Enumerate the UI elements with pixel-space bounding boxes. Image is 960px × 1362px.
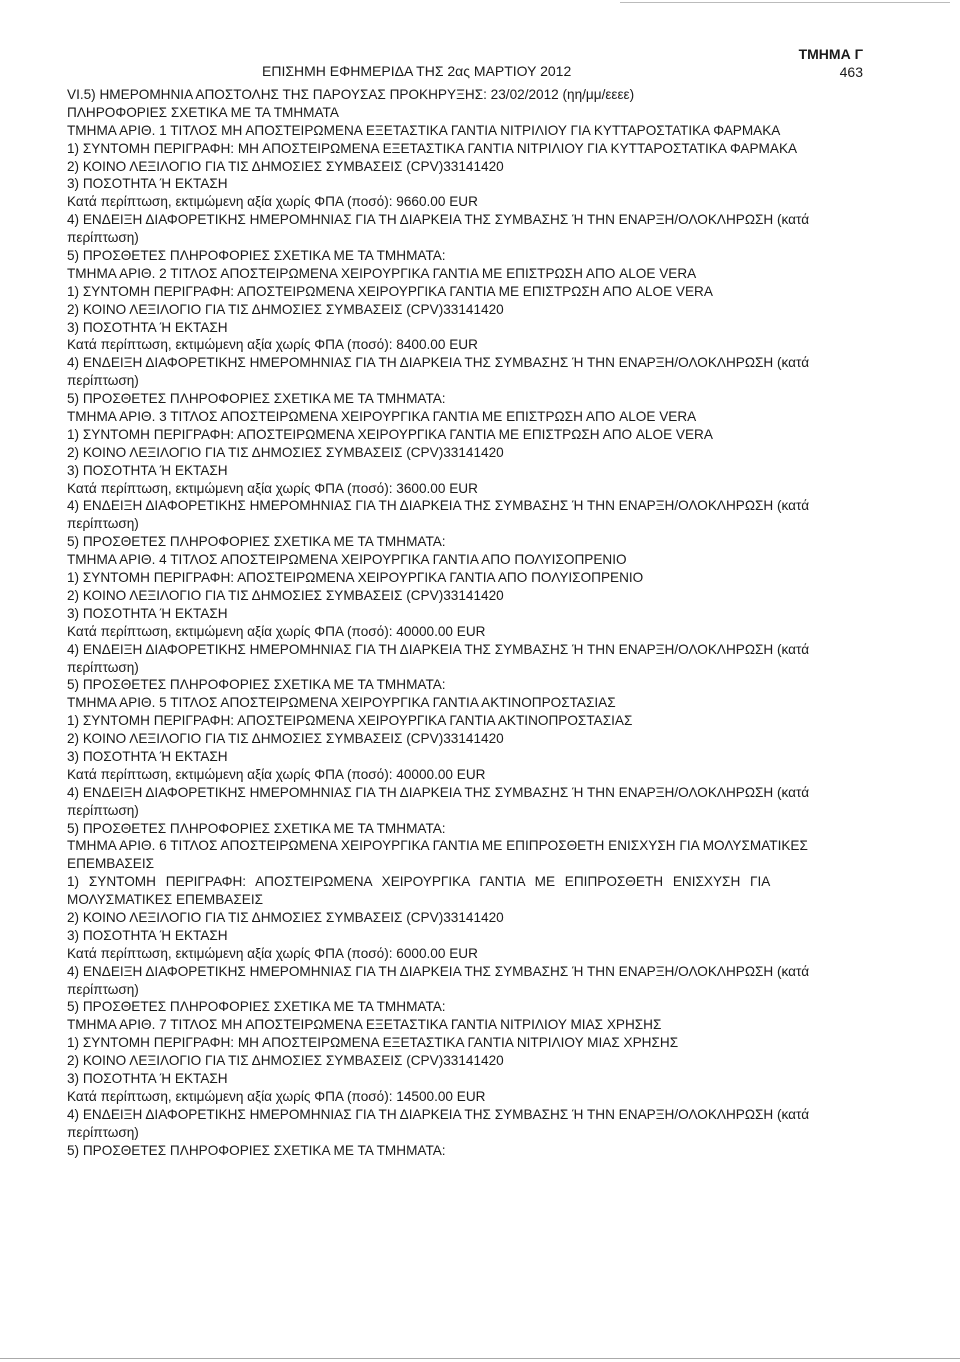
lot-description: 1) ΣΥΝΤΟΜΗ ΠΕΡΙΓΡΑΦΗ: ΜΗ ΑΠΟΣΤΕΙΡΩΜΕΝΑ ΕΞΕΤΑΣΤΙΚΑ ΓΑΝΤΙΑ ΝΙΤΡΙΛΙΟΥ ΜΙΑΣ ΧΡΗΣΗΣ	[67, 1035, 679, 1051]
lot-duration-cont: περίπτωση)	[67, 373, 139, 389]
lot-description-cont: ΜΟΛΥΣΜΑΤΙΚΕΣ ΕΠΕΜΒΑΣΕΙΣ	[67, 892, 264, 908]
lot-quantity: 3) ΠΟΣΟΤΗΤΑ Ή ΕΚΤΑΣΗ	[67, 748, 228, 764]
page-number: 463	[839, 64, 863, 80]
lot-cpv: 2) ΚΟΙΝΟ ΛΕΞΙΛΟΓΙΟ ΓΙΑ ΤΙΣ ΔΗΜΟΣΙΕΣ ΣΥΜΒΑΣΕΙΣ (CPV)33141420	[67, 1053, 504, 1069]
lot-duration-cont: περίπτωση)	[67, 230, 139, 246]
lot-1	[67, 122, 862, 265]
section-label: ΤΜΗΜΑ Γ	[798, 46, 863, 62]
lot-duration-cont: περίπτωση)	[67, 516, 139, 532]
lot-description: 1) ΣΥΝΤΟΜΗ ΠΕΡΙΓΡΑΦΗ: ΑΠΟΣΤΕΙΡΩΜΕΝΑ ΧΕΙΡΟΥΡΓΙΚΑ ΓΑΝΤΙΑ ΜΕ ΕΠΙΠΡΟΣΘΕΤΗ ΕΝΙΣΧΥΣΗ ΓΙΑ	[67, 874, 771, 890]
lot-description: 1) ΣΥΝΤΟΜΗ ΠΕΡΙΓΡΑΦΗ: ΜΗ ΑΠΟΣΤΕΙΡΩΜΕΝΑ ΕΞΕΤΑΣΤΙΚΑ ΓΑΝΤΙΑ ΝΙΤΡΙΛΙΟΥ ΓΙΑ ΚΥΤΤΑΡΟΣΤΑΤΙΚΑ ΦΑΡΜΑΚΑ	[67, 140, 798, 156]
lot-additional-info: 5) ΠΡΟΣΘΕΤΕΣ ΠΛΗΡΟΦΟΡΙΕΣ ΣΧΕΤΙΚΑ ΜΕ ΤΑ ΤΜΗΜΑΤΑ:	[67, 391, 446, 407]
page-header	[0, 0, 960, 90]
lot-title: ΤΜΗΜΑ ΑΡΙΘ. 1 ΤΙΤΛΟΣ ΜΗ ΑΠΟΣΤΕΙΡΩΜΕΝΑ ΕΞΕΤΑΣΤΙΚΑ ΓΑΝΤΙΑ ΝΙΤΡΙΛΙΟΥ ΓΙΑ ΚΥΤΤΑΡΟΣΤΑΤΙΚΑ ΦΑΡΜΑΚΑ	[67, 122, 781, 138]
lot-description: 1) ΣΥΝΤΟΜΗ ΠΕΡΙΓΡΑΦΗ: ΑΠΟΣΤΕΙΡΩΜΕΝΑ ΧΕΙΡΟΥΡΓΙΚΑ ΓΑΝΤΙΑ ΑΚΤΙΝΟΠΡΟΣΤΑΣΙΑΣ	[67, 713, 633, 729]
lot-3	[67, 408, 862, 551]
lot-title-cont: ΕΠΕΜΒΑΣΕΙΣ	[67, 856, 155, 872]
lot-4	[67, 551, 862, 694]
lot-duration: 4) ΕΝΔΕΙΞΗ ΔΙΑΦΟΡΕΤΙΚΗΣ ΗΜΕΡΟΜΗΝΙΑΣ ΓΙΑ ΤΗ ΔΙΑΡΚΕΙΑ ΤΗΣ ΣΥΜΒΑΣΗΣ Ή ΤΗΝ ΕΝΑΡΞΗ/ΟΛΟΚΛΗΡΩΣΗ (κατά	[67, 355, 810, 371]
lot-description: 1) ΣΥΝΤΟΜΗ ΠΕΡΙΓΡΑΦΗ: ΑΠΟΣΤΕΙΡΩΜΕΝΑ ΧΕΙΡΟΥΡΓΙΚΑ ΓΑΝΤΙΑ ΜΕ ΕΠΙΣΤΡΩΣΗ ΑΠΟ ALOE VERA	[67, 426, 713, 442]
lot-value: Κατά περίπτωση, εκτιμώμενη αξία χωρίς ΦΠΑ (ποσό): 6000.00 EUR	[67, 945, 478, 961]
lot-duration: 4) ΕΝΔΕΙΞΗ ΔΙΑΦΟΡΕΤΙΚΗΣ ΗΜΕΡΟΜΗΝΙΑΣ ΓΙΑ ΤΗ ΔΙΑΡΚΕΙΑ ΤΗΣ ΣΥΜΒΑΣΗΣ Ή ΤΗΝ ΕΝΑΡΞΗ/ΟΛΟΚΛΗΡΩΣΗ (κατά	[67, 963, 810, 979]
lot-cpv: 2) ΚΟΙΝΟ ΛΕΞΙΛΟΓΙΟ ΓΙΑ ΤΙΣ ΔΗΜΟΣΙΕΣ ΣΥΜΒΑΣΕΙΣ (CPV)33141420	[67, 158, 504, 174]
lot-cpv: 2) ΚΟΙΝΟ ΛΕΞΙΛΟΓΙΟ ΓΙΑ ΤΙΣ ΔΗΜΟΣΙΕΣ ΣΥΜΒΑΣΕΙΣ (CPV)33141420	[67, 444, 504, 460]
lot-title: ΤΜΗΜΑ ΑΡΙΘ. 6 ΤΙΤΛΟΣ ΑΠΟΣΤΕΙΡΩΜΕΝΑ ΧΕΙΡΟΥΡΓΙΚΑ ΓΑΝΤΙΑ ΜΕ ΕΠΙΠΡΟΣΘΕΤΗ ΕΝΙΣΧΥΣΗ ΓΙΑ ΜΟΛΥΣΜΑΤΙΚΕΣ	[67, 838, 808, 854]
lot-additional-info: 5) ΠΡΟΣΘΕΤΕΣ ΠΛΗΡΟΦΟΡΙΕΣ ΣΧΕΤΙΚΑ ΜΕ ΤΑ ΤΜΗΜΑΤΑ:	[67, 534, 446, 550]
lot-2	[67, 265, 862, 408]
lot-value: Κατά περίπτωση, εκτιμώμενη αξία χωρίς ΦΠΑ (ποσό): 40000.00 EUR	[67, 623, 486, 639]
lot-duration: 4) ΕΝΔΕΙΞΗ ΔΙΑΦΟΡΕΤΙΚΗΣ ΗΜΕΡΟΜΗΝΙΑΣ ΓΙΑ ΤΗ ΔΙΑΡΚΕΙΑ ΤΗΣ ΣΥΜΒΑΣΗΣ Ή ΤΗΝ ΕΝΑΡΞΗ/ΟΛΟΚΛΗΡΩΣΗ (κατά	[67, 212, 810, 228]
lot-quantity: 3) ΠΟΣΟΤΗΤΑ Ή ΕΚΤΑΣΗ	[67, 605, 228, 621]
lot-value: Κατά περίπτωση, εκτιμώμενη αξία χωρίς ΦΠΑ (ποσό): 8400.00 EUR	[67, 337, 478, 353]
lot-title: ΤΜΗΜΑ ΑΡΙΘ. 5 ΤΙΤΛΟΣ ΑΠΟΣΤΕΙΡΩΜΕΝΑ ΧΕΙΡΟΥΡΓΙΚΑ ΓΑΝΤΙΑ ΑΚΤΙΝΟΠΡΟΣΤΑΣΙΑΣ	[67, 695, 616, 711]
lot-title: ΤΜΗΜΑ ΑΡΙΘ. 7 ΤΙΤΛΟΣ ΜΗ ΑΠΟΣΤΕΙΡΩΜΕΝΑ ΕΞΕΤΑΣΤΙΚΑ ΓΑΝΤΙΑ ΝΙΤΡΙΛΙΟΥ ΜΙΑΣ ΧΡΗΣΗΣ	[67, 1017, 662, 1033]
lot-additional-info: 5) ΠΡΟΣΘΕΤΕΣ ΠΛΗΡΟΦΟΡΙΕΣ ΣΧΕΤΙΚΑ ΜΕ ΤΑ ΤΜΗΜΑΤΑ:	[67, 248, 446, 264]
lot-cpv: 2) ΚΟΙΝΟ ΛΕΞΙΛΟΓΙΟ ΓΙΑ ΤΙΣ ΔΗΜΟΣΙΕΣ ΣΥΜΒΑΣΕΙΣ (CPV)33141420	[67, 909, 504, 925]
bottom-scan-rule	[0, 1358, 960, 1359]
lot-5	[67, 694, 862, 837]
lot-title: ΤΜΗΜΑ ΑΡΙΘ. 3 ΤΙΤΛΟΣ ΑΠΟΣΤΕΙΡΩΜΕΝΑ ΧΕΙΡΟΥΡΓΙΚΑ ΓΑΝΤΙΑ ΜΕ ΕΠΙΣΤΡΩΣΗ ΑΠΟ ALOE VERA	[67, 409, 697, 425]
lot-duration-cont: περίπτωση)	[67, 659, 139, 675]
lot-cpv: 2) ΚΟΙΝΟ ΛΕΞΙΛΟΓΙΟ ΓΙΑ ΤΙΣ ΔΗΜΟΣΙΕΣ ΣΥΜΒΑΣΕΙΣ (CPV)33141420	[67, 731, 504, 747]
document-body	[67, 86, 862, 1159]
lot-quantity: 3) ΠΟΣΟΤΗΤΑ Ή ΕΚΤΑΣΗ	[67, 462, 228, 478]
lot-duration-cont: περίπτωση)	[67, 802, 139, 818]
lot-cpv: 2) ΚΟΙΝΟ ΛΕΞΙΛΟΓΙΟ ΓΙΑ ΤΙΣ ΔΗΜΟΣΙΕΣ ΣΥΜΒΑΣΕΙΣ (CPV)33141420	[67, 587, 504, 603]
lot-value: Κατά περίπτωση, εκτιμώμενη αξία χωρίς ΦΠΑ (ποσό): 14500.00 EUR	[67, 1088, 486, 1104]
lot-value: Κατά περίπτωση, εκτιμώμενη αξία χωρίς ΦΠΑ (ποσό): 9660.00 EUR	[67, 194, 478, 210]
lot-duration: 4) ΕΝΔΕΙΞΗ ΔΙΑΦΟΡΕΤΙΚΗΣ ΗΜΕΡΟΜΗΝΙΑΣ ΓΙΑ ΤΗ ΔΙΑΡΚΕΙΑ ΤΗΣ ΣΥΜΒΑΣΗΣ Ή ΤΗΝ ΕΝΑΡΞΗ/ΟΛΟΚΛΗΡΩΣΗ (κατά	[67, 641, 810, 657]
lot-duration: 4) ΕΝΔΕΙΞΗ ΔΙΑΦΟΡΕΤΙΚΗΣ ΗΜΕΡΟΜΗΝΙΑΣ ΓΙΑ ΤΗ ΔΙΑΡΚΕΙΑ ΤΗΣ ΣΥΜΒΑΣΗΣ Ή ΤΗΝ ΕΝΑΡΞΗ/ΟΛΟΚΛΗΡΩΣΗ (κατά	[67, 1106, 810, 1122]
lot-cpv: 2) ΚΟΙΝΟ ΛΕΞΙΛΟΓΙΟ ΓΙΑ ΤΙΣ ΔΗΜΟΣΙΕΣ ΣΥΜΒΑΣΕΙΣ (CPV)33141420	[67, 301, 504, 317]
lot-duration: 4) ΕΝΔΕΙΞΗ ΔΙΑΦΟΡΕΤΙΚΗΣ ΗΜΕΡΟΜΗΝΙΑΣ ΓΙΑ ΤΗ ΔΙΑΡΚΕΙΑ ΤΗΣ ΣΥΜΒΑΣΗΣ Ή ΤΗΝ ΕΝΑΡΞΗ/ΟΛΟΚΛΗΡΩΣΗ (κατά	[67, 784, 810, 800]
lot-title: ΤΜΗΜΑ ΑΡΙΘ. 2 ΤΙΤΛΟΣ ΑΠΟΣΤΕΙΡΩΜΕΝΑ ΧΕΙΡΟΥΡΓΙΚΑ ΓΑΝΤΙΑ ΜΕ ΕΠΙΣΤΡΩΣΗ ΑΠΟ ALOE VERA	[67, 265, 697, 281]
dispatch-date: VI.5) ΗΜΕΡΟΜΗΝΙΑ ΑΠΟΣΤΟΛΗΣ ΤΗΣ ΠΑΡΟΥΣΑΣ ΠΡΟΚΗΡΥΞΗΣ: 23/02/2012 (ηη/μμ/εεεε)	[67, 87, 635, 102]
lot-7	[67, 1016, 862, 1159]
lot-value: Κατά περίπτωση, εκτιμώμενη αξία χωρίς ΦΠΑ (ποσό): 3600.00 EUR	[67, 480, 478, 496]
lot-quantity: 3) ΠΟΣΟΤΗΤΑ Ή ΕΚΤΑΣΗ	[67, 927, 228, 943]
lots-heading: ΠΛΗΡΟΦΟΡΙΕΣ ΣΧΕΤΙΚΑ ΜΕ ΤΑ ΤΜΗΜΑΤΑ	[67, 104, 339, 120]
lot-quantity: 3) ΠΟΣΟΤΗΤΑ Ή ΕΚΤΑΣΗ	[67, 319, 228, 335]
lot-duration-cont: περίπτωση)	[67, 1124, 139, 1140]
lot-title: ΤΜΗΜΑ ΑΡΙΘ. 4 ΤΙΤΛΟΣ ΑΠΟΣΤΕΙΡΩΜΕΝΑ ΧΕΙΡΟΥΡΓΙΚΑ ΓΑΝΤΙΑ ΑΠΟ ΠΟΛΥΙΣΟΠΡΕΝΙΟ	[67, 552, 627, 568]
lot-description: 1) ΣΥΝΤΟΜΗ ΠΕΡΙΓΡΑΦΗ: ΑΠΟΣΤΕΙΡΩΜΕΝΑ ΧΕΙΡΟΥΡΓΙΚΑ ΓΑΝΤΙΑ ΜΕ ΕΠΙΣΤΡΩΣΗ ΑΠΟ ALOE VERA	[67, 283, 713, 299]
lot-quantity: 3) ΠΟΣΟΤΗΤΑ Ή ΕΚΤΑΣΗ	[67, 1070, 228, 1086]
lot-additional-info: 5) ΠΡΟΣΘΕΤΕΣ ΠΛΗΡΟΦΟΡΙΕΣ ΣΧΕΤΙΚΑ ΜΕ ΤΑ ΤΜΗΜΑΤΑ:	[67, 677, 446, 693]
lot-quantity: 3) ΠΟΣΟΤΗΤΑ Ή ΕΚΤΑΣΗ	[67, 176, 228, 192]
lot-description: 1) ΣΥΝΤΟΜΗ ΠΕΡΙΓΡΑΦΗ: ΑΠΟΣΤΕΙΡΩΜΕΝΑ ΧΕΙΡΟΥΡΓΙΚΑ ΓΑΝΤΙΑ ΑΠΟ ΠΟΛΥΙΣΟΠΡΕΝΙΟ	[67, 570, 644, 586]
lot-6	[67, 837, 862, 1016]
lot-duration: 4) ΕΝΔΕΙΞΗ ΔΙΑΦΟΡΕΤΙΚΗΣ ΗΜΕΡΟΜΗΝΙΑΣ ΓΙΑ ΤΗ ΔΙΑΡΚΕΙΑ ΤΗΣ ΣΥΜΒΑΣΗΣ Ή ΤΗΝ ΕΝΑΡΞΗ/ΟΛΟΚΛΗΡΩΣΗ (κατά	[67, 498, 810, 514]
lot-additional-info: 5) ΠΡΟΣΘΕΤΕΣ ΠΛΗΡΟΦΟΡΙΕΣ ΣΧΕΤΙΚΑ ΜΕ ΤΑ ΤΜΗΜΑΤΑ:	[67, 1142, 446, 1158]
lot-value: Κατά περίπτωση, εκτιμώμενη αξία χωρίς ΦΠΑ (ποσό): 40000.00 EUR	[67, 766, 486, 782]
publication-title: ΕΠΙΣΗΜΗ ΕΦΗΜΕΡΙΔΑ ΤΗΣ 2ας ΜΑΡΤΙΟΥ 2012	[262, 63, 572, 79]
lot-additional-info: 5) ΠΡΟΣΘΕΤΕΣ ΠΛΗΡΟΦΟΡΙΕΣ ΣΧΕΤΙΚΑ ΜΕ ΤΑ ΤΜΗΜΑΤΑ:	[67, 999, 446, 1015]
lot-additional-info: 5) ΠΡΟΣΘΕΤΕΣ ΠΛΗΡΟΦΟΡΙΕΣ ΣΧΕΤΙΚΑ ΜΕ ΤΑ ΤΜΗΜΑΤΑ:	[67, 820, 446, 836]
lot-duration-cont: περίπτωση)	[67, 981, 139, 997]
